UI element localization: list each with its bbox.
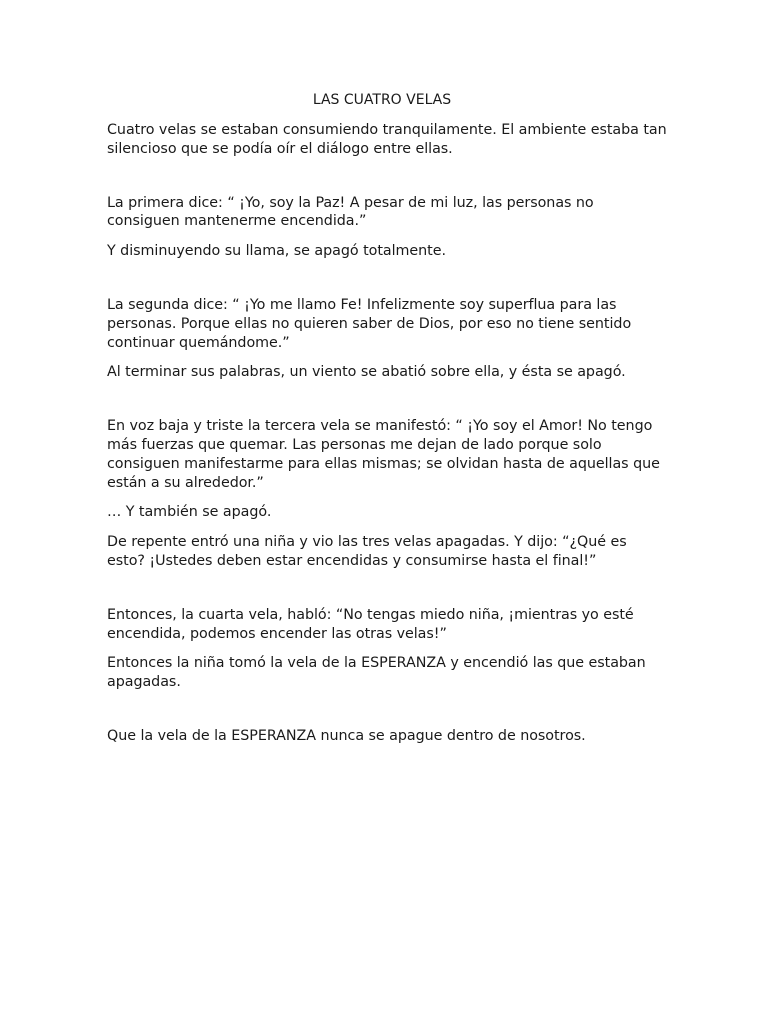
paragraph-closing: Que la vela de la ESPERANZA nunca se apague dentro de nosotros. (107, 727, 586, 744)
paragraph-intro: Cuatro velas se estaban consumiendo tranquilamente. El ambiente estaba tan silencioso que se podía oír el diálogo entre ellas. (107, 122, 667, 157)
paragraph-third-candle-out: … Y también se apagó. (107, 504, 272, 521)
paragraph-first-candle-out: Y disminuyendo su llama, se apagó totalmente. (107, 243, 446, 260)
paragraph-first-candle: La primera dice: “ ¡Yo, soy la Paz! A pesar de mi luz, las personas no consiguen mantenerme encendida.” (107, 194, 594, 230)
paragraph-girl-enters: De repente entró una niña y vio las tres velas apagadas. Y dijo: “¿Qué es esto? ¡Ustedes deben estar encendidas y consumirse hasta el final!” (107, 534, 627, 569)
paragraph-fourth-candle: Entonces, la cuarta vela, habló: “No tengas miedo niña, ¡mientras yo esté encendida, podemos encender las otras velas!” (107, 606, 634, 642)
paragraph-third-candle: En voz baja y triste la tercera vela se manifestó: “ ¡Yo soy el Amor! No tengo más fuerzas que quemar. Las personas me dejan de lado porque solo consiguen manifestarme para ellas mismas; se olvidan hasta de aquellas que están a su alrededor.” (107, 418, 660, 491)
paragraph-second-candle: La segunda dice: “ ¡Yo me llamo Fe! Infelizmente soy superflua para las personas. Porque ellas no quieren saber de Dios, por eso no tiene sentido continuar quemándome.” (107, 296, 632, 351)
paragraph-second-candle-out: Al terminar sus palabras, un viento se abatió sobre ella, y ésta se apagó. (107, 364, 626, 381)
document-title: LAS CUATRO VELAS (312, 92, 452, 108)
paragraph-hope-lights: Entonces la niña tomó la vela de la ESPERANZA y encendió las que estaban apagadas. (107, 655, 646, 691)
document-page (107, 90, 667, 746)
